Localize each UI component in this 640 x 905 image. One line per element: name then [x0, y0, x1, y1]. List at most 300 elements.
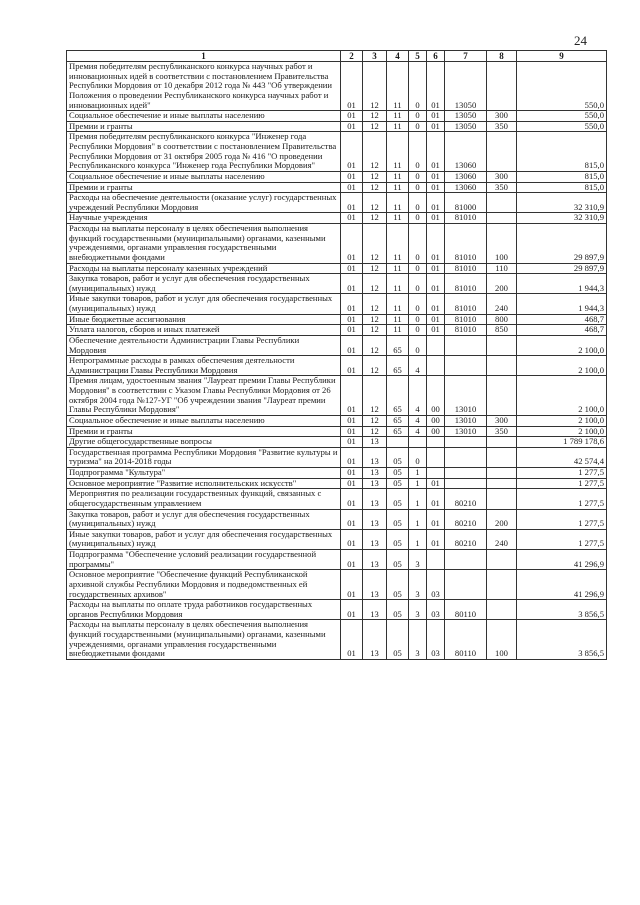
code-col-4: 05	[387, 570, 409, 600]
code-col-2: 01	[341, 121, 363, 132]
code-col-3: 12	[363, 171, 387, 182]
code-col-6: 01	[427, 274, 445, 294]
amount-cell: 32 310,9	[517, 193, 607, 213]
row-description: Основное мероприятие "Развитие исполнительских искусств"	[67, 478, 341, 489]
code-col-7: 13010	[445, 426, 487, 437]
code-col-7	[445, 570, 487, 600]
column-header: 4	[387, 51, 409, 62]
code-col-8: 110	[487, 263, 517, 274]
code-col-5: 4	[409, 415, 427, 426]
row-description: Премия лицам, удостоенным звания "Лауреат премии Главы Республики Мордовия" в соответствии с Указом Главы Республики Мордовия от 26 октября 2004 года №127-УГ "Об учреждении звания "Лауреат премии Главы Республики Мордовия"	[67, 376, 341, 416]
amount-cell: 1 944,3	[517, 274, 607, 294]
code-col-4: 05	[387, 529, 409, 549]
code-col-6	[427, 335, 445, 355]
code-col-3: 12	[363, 62, 387, 111]
code-col-4: 05	[387, 600, 409, 620]
code-col-7: 81010	[445, 213, 487, 224]
amount-cell: 550,0	[517, 121, 607, 132]
code-col-6: 01	[427, 132, 445, 172]
row-description: Премии и гранты	[67, 426, 341, 437]
code-col-4: 65	[387, 415, 409, 426]
table-row	[67, 570, 607, 600]
amount-cell: 3 856,5	[517, 600, 607, 620]
code-col-5: 4	[409, 356, 427, 376]
code-col-3: 12	[363, 274, 387, 294]
code-col-2: 01	[341, 376, 363, 416]
code-col-2: 01	[341, 325, 363, 336]
code-col-6: 00	[427, 426, 445, 437]
code-col-2: 01	[341, 437, 363, 448]
code-col-4: 65	[387, 335, 409, 355]
code-col-3: 12	[363, 294, 387, 314]
amount-cell: 32 310,9	[517, 213, 607, 224]
code-col-7: 13050	[445, 111, 487, 122]
row-description: Основное мероприятие "Обеспечение функций Республиканской архивной службы Республики Мордовия и подведомственных ей государственных архивов"	[67, 570, 341, 600]
column-header: 8	[487, 51, 517, 62]
amount-cell: 815,0	[517, 171, 607, 182]
code-col-8	[487, 550, 517, 570]
amount-cell: 2 100,0	[517, 356, 607, 376]
code-col-8	[487, 213, 517, 224]
table-row	[67, 335, 607, 355]
code-col-4: 05	[387, 489, 409, 509]
table-row	[67, 224, 607, 264]
code-col-4: 11	[387, 171, 409, 182]
code-col-6: 01	[427, 529, 445, 549]
code-col-5: 1	[409, 509, 427, 529]
budget-table	[66, 50, 607, 660]
code-col-5: 4	[409, 426, 427, 437]
code-col-5: 1	[409, 478, 427, 489]
table-row	[67, 356, 607, 376]
code-col-6: 01	[427, 182, 445, 193]
table-row	[67, 132, 607, 172]
code-col-5: 3	[409, 620, 427, 660]
table-row	[67, 376, 607, 416]
code-col-6: 01	[427, 111, 445, 122]
code-col-4: 11	[387, 132, 409, 172]
table-row	[67, 263, 607, 274]
code-col-7	[445, 468, 487, 479]
code-col-6: 01	[427, 224, 445, 264]
row-description: Расходы на выплаты персоналу в целях обеспечения выполнения функций государственными (муниципальными) органами, казенными учреждениями, органами управления государственными внебюджетными фондами	[67, 224, 341, 264]
table-row	[67, 111, 607, 122]
code-col-5: 0	[409, 132, 427, 172]
row-description: Непрограммные расходы в рамках обеспечения деятельности Администрации Главы Республики Мордовия	[67, 356, 341, 376]
code-col-5	[409, 437, 427, 448]
table-row	[67, 478, 607, 489]
table-row	[67, 529, 607, 549]
code-col-6: 01	[427, 478, 445, 489]
row-description: Подпрограмма "Обеспечение условий реализации государственной программы"	[67, 550, 341, 570]
row-description: Социальное обеспечение и иные выплаты населению	[67, 111, 341, 122]
code-col-6: 00	[427, 415, 445, 426]
table-row	[67, 489, 607, 509]
code-col-6: 01	[427, 121, 445, 132]
code-col-4: 11	[387, 121, 409, 132]
code-col-8: 350	[487, 121, 517, 132]
code-col-8	[487, 376, 517, 416]
table-row	[67, 294, 607, 314]
amount-cell: 1 277,5	[517, 509, 607, 529]
table-row	[67, 426, 607, 437]
code-col-6: 03	[427, 600, 445, 620]
row-description: Закупка товаров, работ и услуг для обеспечения государственных (муниципальных) нужд	[67, 509, 341, 529]
code-col-5: 0	[409, 325, 427, 336]
amount-cell: 2 100,0	[517, 376, 607, 416]
code-col-7	[445, 437, 487, 448]
amount-cell: 1 277,5	[517, 468, 607, 479]
code-col-4: 11	[387, 263, 409, 274]
code-col-7: 81010	[445, 224, 487, 264]
code-col-3: 12	[363, 182, 387, 193]
code-col-4: 05	[387, 620, 409, 660]
code-col-6: 00	[427, 376, 445, 416]
amount-cell: 550,0	[517, 111, 607, 122]
code-col-8: 300	[487, 415, 517, 426]
code-col-2: 01	[341, 111, 363, 122]
code-col-3: 13	[363, 489, 387, 509]
code-col-8	[487, 468, 517, 479]
code-col-5: 0	[409, 274, 427, 294]
amount-cell: 2 100,0	[517, 415, 607, 426]
code-col-2: 01	[341, 550, 363, 570]
code-col-3: 13	[363, 509, 387, 529]
amount-cell: 1 944,3	[517, 294, 607, 314]
column-header: 1	[67, 51, 341, 62]
code-col-7: 13060	[445, 132, 487, 172]
amount-cell: 468,7	[517, 314, 607, 325]
code-col-8	[487, 437, 517, 448]
code-col-8	[487, 489, 517, 509]
code-col-4: 11	[387, 274, 409, 294]
column-header: 6	[427, 51, 445, 62]
table-row	[67, 62, 607, 111]
code-col-2: 01	[341, 62, 363, 111]
code-col-5: 0	[409, 62, 427, 111]
code-col-3: 13	[363, 550, 387, 570]
amount-cell: 468,7	[517, 325, 607, 336]
code-col-7: 13010	[445, 415, 487, 426]
code-col-7: 81000	[445, 193, 487, 213]
code-col-5: 0	[409, 224, 427, 264]
code-col-8: 240	[487, 294, 517, 314]
code-col-5: 3	[409, 550, 427, 570]
row-description: Расходы на обеспечение деятельности (оказание услуг) государственных учреждений Республики Мордовия	[67, 193, 341, 213]
table-row	[67, 620, 607, 660]
code-col-8	[487, 478, 517, 489]
code-col-6	[427, 550, 445, 570]
code-col-3: 12	[363, 121, 387, 132]
code-col-8: 350	[487, 182, 517, 193]
amount-cell: 2 100,0	[517, 335, 607, 355]
code-col-4: 05	[387, 447, 409, 467]
code-col-3: 13	[363, 478, 387, 489]
column-header: 9	[517, 51, 607, 62]
code-col-4: 11	[387, 193, 409, 213]
code-col-4: 11	[387, 224, 409, 264]
row-description: Расходы на выплаты персоналу казенных учреждений	[67, 263, 341, 274]
code-col-4: 11	[387, 111, 409, 122]
code-col-7: 80210	[445, 529, 487, 549]
code-col-6: 01	[427, 314, 445, 325]
code-col-5: 3	[409, 570, 427, 600]
code-col-4: 65	[387, 356, 409, 376]
code-col-7	[445, 335, 487, 355]
code-col-6	[427, 447, 445, 467]
row-description: Премии и гранты	[67, 121, 341, 132]
code-col-7: 13010	[445, 376, 487, 416]
code-col-7: 13060	[445, 182, 487, 193]
code-col-2: 01	[341, 415, 363, 426]
code-col-4: 11	[387, 62, 409, 111]
code-col-2: 01	[341, 213, 363, 224]
code-col-7: 13050	[445, 62, 487, 111]
code-col-7	[445, 478, 487, 489]
code-col-5: 0	[409, 213, 427, 224]
code-col-8	[487, 447, 517, 467]
code-col-4: 11	[387, 325, 409, 336]
code-col-2: 01	[341, 171, 363, 182]
code-col-8	[487, 600, 517, 620]
code-col-3: 12	[363, 132, 387, 172]
amount-cell: 29 897,9	[517, 224, 607, 264]
code-col-2: 01	[341, 335, 363, 355]
code-col-6: 01	[427, 171, 445, 182]
code-col-2: 01	[341, 447, 363, 467]
code-col-5: 0	[409, 294, 427, 314]
code-col-8: 240	[487, 529, 517, 549]
code-col-6	[427, 437, 445, 448]
code-col-4: 05	[387, 468, 409, 479]
code-col-8: 800	[487, 314, 517, 325]
code-col-3: 12	[363, 111, 387, 122]
code-col-4: 05	[387, 478, 409, 489]
code-col-3: 13	[363, 447, 387, 467]
code-col-8	[487, 570, 517, 600]
row-description: Закупка товаров, работ и услуг для обеспечения государственных (муниципальных) нужд	[67, 274, 341, 294]
code-col-3: 13	[363, 468, 387, 479]
table-row	[67, 415, 607, 426]
code-col-8	[487, 356, 517, 376]
code-col-5: 4	[409, 376, 427, 416]
code-col-2: 01	[341, 468, 363, 479]
code-col-3: 12	[363, 376, 387, 416]
row-description: Иные закупки товаров, работ и услуг для обеспечения государственных (муниципальных) нужд	[67, 294, 341, 314]
amount-cell: 815,0	[517, 132, 607, 172]
code-col-3: 12	[363, 193, 387, 213]
code-col-8: 200	[487, 274, 517, 294]
table-row	[67, 600, 607, 620]
table-header-row	[67, 51, 607, 62]
row-description: Социальное обеспечение и иные выплаты населению	[67, 415, 341, 426]
code-col-3: 12	[363, 426, 387, 437]
code-col-2: 01	[341, 529, 363, 549]
code-col-5: 1	[409, 468, 427, 479]
code-col-3: 12	[363, 335, 387, 355]
code-col-2: 01	[341, 570, 363, 600]
row-description: Подпрограмма "Культура"	[67, 468, 341, 479]
code-col-6: 01	[427, 294, 445, 314]
code-col-3: 12	[363, 314, 387, 325]
amount-cell: 1 277,5	[517, 489, 607, 509]
table-row	[67, 171, 607, 182]
code-col-2: 01	[341, 224, 363, 264]
code-col-4: 65	[387, 376, 409, 416]
code-col-8: 850	[487, 325, 517, 336]
code-col-5: 0	[409, 314, 427, 325]
code-col-6	[427, 468, 445, 479]
code-col-8: 100	[487, 224, 517, 264]
code-col-8: 300	[487, 171, 517, 182]
code-col-3: 13	[363, 570, 387, 600]
row-description: Государственная программа Республики Мордовия "Развитие культуры и туризма" на 2014-2018 годы	[67, 447, 341, 467]
amount-cell: 1 789 178,6	[517, 437, 607, 448]
code-col-6: 01	[427, 489, 445, 509]
table-row	[67, 468, 607, 479]
row-description: Расходы на выплаты персоналу в целях обеспечения выполнения функций государственными (муниципальными) органами, казенными учреждениями, органами управления государственными внебюджетными фондами	[67, 620, 341, 660]
code-col-4: 65	[387, 426, 409, 437]
code-col-6: 01	[427, 263, 445, 274]
amount-cell: 3 856,5	[517, 620, 607, 660]
amount-cell: 2 100,0	[517, 426, 607, 437]
code-col-2: 01	[341, 478, 363, 489]
code-col-5: 1	[409, 489, 427, 509]
amount-cell: 1 277,5	[517, 529, 607, 549]
code-col-7: 13050	[445, 121, 487, 132]
row-description: Научные учреждения	[67, 213, 341, 224]
code-col-5: 0	[409, 263, 427, 274]
row-description: Иные бюджетные ассигнования	[67, 314, 341, 325]
row-description: Иные закупки товаров, работ и услуг для обеспечения государственных (муниципальных) нужд	[67, 529, 341, 549]
code-col-8	[487, 62, 517, 111]
page-number: 24	[574, 33, 587, 48]
code-col-4: 11	[387, 213, 409, 224]
row-description: Другие общегосударственные вопросы	[67, 437, 341, 448]
code-col-4: 11	[387, 314, 409, 325]
code-col-7: 81010	[445, 325, 487, 336]
code-col-8: 200	[487, 509, 517, 529]
code-col-2: 01	[341, 356, 363, 376]
code-col-2: 01	[341, 193, 363, 213]
code-col-7: 81010	[445, 314, 487, 325]
code-col-6: 01	[427, 62, 445, 111]
code-col-2: 01	[341, 294, 363, 314]
amount-cell: 41 296,9	[517, 570, 607, 600]
code-col-3: 12	[363, 224, 387, 264]
code-col-5: 0	[409, 335, 427, 355]
code-col-2: 01	[341, 620, 363, 660]
table-row	[67, 550, 607, 570]
column-header: 2	[341, 51, 363, 62]
code-col-6: 01	[427, 213, 445, 224]
table-row	[67, 314, 607, 325]
code-col-5: 1	[409, 529, 427, 549]
table-body	[67, 62, 607, 660]
code-col-2: 01	[341, 489, 363, 509]
code-col-8: 300	[487, 111, 517, 122]
code-col-5: 0	[409, 171, 427, 182]
code-col-6: 03	[427, 570, 445, 600]
code-col-6: 01	[427, 325, 445, 336]
code-col-3: 12	[363, 213, 387, 224]
code-col-6: 01	[427, 193, 445, 213]
table-row	[67, 213, 607, 224]
code-col-7: 81010	[445, 263, 487, 274]
amount-cell: 815,0	[517, 182, 607, 193]
row-description: Уплата налогов, сборов и иных платежей	[67, 325, 341, 336]
code-col-7: 81010	[445, 274, 487, 294]
code-col-4: 11	[387, 182, 409, 193]
code-col-5: 0	[409, 447, 427, 467]
code-col-3: 12	[363, 263, 387, 274]
code-col-4: 05	[387, 550, 409, 570]
code-col-5: 0	[409, 121, 427, 132]
code-col-2: 01	[341, 274, 363, 294]
code-col-8	[487, 132, 517, 172]
code-col-3: 13	[363, 620, 387, 660]
amount-cell: 1 277,5	[517, 478, 607, 489]
code-col-7	[445, 447, 487, 467]
table-row	[67, 325, 607, 336]
code-col-2: 01	[341, 314, 363, 325]
code-col-8	[487, 193, 517, 213]
code-col-2: 01	[341, 132, 363, 172]
table-row	[67, 193, 607, 213]
code-col-4: 11	[387, 294, 409, 314]
code-col-7: 80110	[445, 600, 487, 620]
code-col-3: 13	[363, 600, 387, 620]
row-description: Премия победителям республиканского конкурса научных работ и инновационных идей в соответствии с постановлением Правительства Республики Мордовия от 10 декабря 2012 года № 443 "Об утверждении Положения о проведении Республиканского конкурса научных работ и инновационных идей"	[67, 62, 341, 111]
code-col-3: 12	[363, 415, 387, 426]
table-row	[67, 437, 607, 448]
code-col-3: 13	[363, 529, 387, 549]
column-header: 3	[363, 51, 387, 62]
table-row	[67, 274, 607, 294]
code-col-5: 0	[409, 182, 427, 193]
code-col-5: 0	[409, 111, 427, 122]
code-col-8: 350	[487, 426, 517, 437]
code-col-6: 01	[427, 509, 445, 529]
table-row	[67, 509, 607, 529]
code-col-8	[487, 335, 517, 355]
table-row	[67, 121, 607, 132]
code-col-7: 13060	[445, 171, 487, 182]
amount-cell: 29 897,9	[517, 263, 607, 274]
code-col-6: 03	[427, 620, 445, 660]
code-col-3: 12	[363, 325, 387, 336]
row-description: Расходы на выплаты по оплате труда работников государственных органов Республики Мордовия	[67, 600, 341, 620]
code-col-7	[445, 356, 487, 376]
code-col-2: 01	[341, 426, 363, 437]
code-col-8: 100	[487, 620, 517, 660]
code-col-2: 01	[341, 509, 363, 529]
row-description: Мероприятия по реализации государственных функций, связанных с общегосударственным управлением	[67, 489, 341, 509]
code-col-7: 81010	[445, 294, 487, 314]
code-col-3: 13	[363, 437, 387, 448]
column-header: 7	[445, 51, 487, 62]
code-col-2: 01	[341, 182, 363, 193]
column-header: 5	[409, 51, 427, 62]
row-description: Обеспечение деятельности Администрации Главы Республики Мордовия	[67, 335, 341, 355]
code-col-3: 12	[363, 356, 387, 376]
code-col-4	[387, 437, 409, 448]
code-col-5: 0	[409, 193, 427, 213]
row-description: Социальное обеспечение и иные выплаты населению	[67, 171, 341, 182]
code-col-7: 80210	[445, 509, 487, 529]
code-col-7	[445, 550, 487, 570]
code-col-4: 05	[387, 509, 409, 529]
